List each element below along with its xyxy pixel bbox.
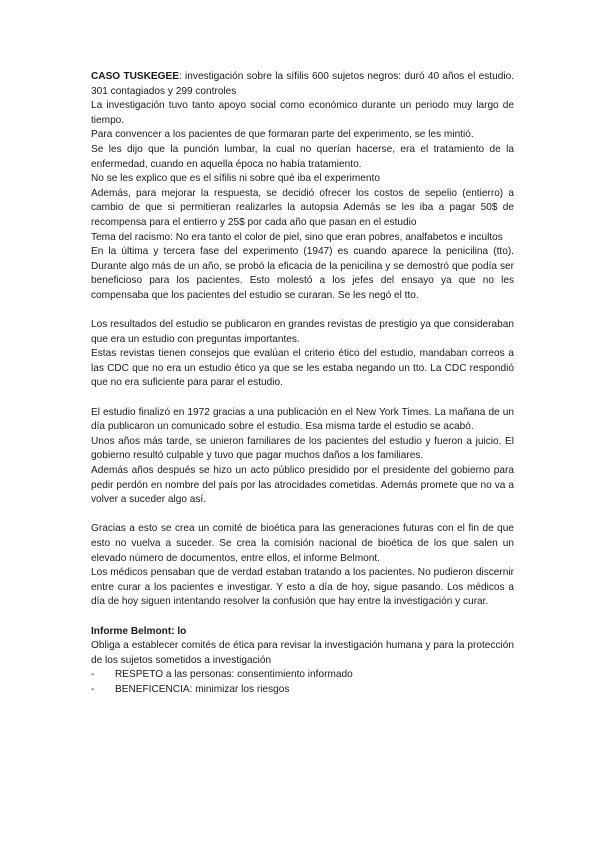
list-item-text: BENEFICENCIA: minimizar los riesgos (115, 683, 290, 695)
blank-line (91, 391, 514, 406)
belmont-paragraph: Obliga a establecer comités de ética para revisar la investigación humana y para la protección de los sujetos sometidos a investigación (91, 640, 514, 666)
list-item-text: RESPETO a las personas: consentimiento informado (115, 669, 353, 681)
document-page (91, 70, 514, 698)
paragraph: Gracias a esto se crea un comité de bioética para las generaciones futuras con el fin de que esto no vuelva a suceder. Se crea la comisión nacional de bioética de los que salen un elevado número de documentos, entre ellos, el informe Belmont. (91, 523, 514, 564)
paragraph: No se les explico que es el sífilis ni sobre qué iba el experimento (91, 173, 380, 185)
paragraph: Se les dijo que la punción lumbar, la cual no querían hacerse, era el tratamiento de la enfermedad, cuando en aquella época no había tratamiento. (91, 143, 514, 170)
belmont-heading: Informe Belmont: lo (91, 625, 187, 637)
paragraph: La investigación tuvo tanto apoyo social como económico durante un periodo muy largo de tiempo. (91, 100, 514, 126)
paragraph: Además años después se hizo un acto público presidido por el presidente del gobierno para pedir perdón en nombre del país por las atrocidades cometidas. Además promete que no va a volver a suceder algo así. (91, 465, 514, 506)
list-item (91, 668, 514, 683)
intro-text: : investigación sobre la sífilis 600 sujetos negros: duró 40 años el estudio. 301 contagiados y 299 controles (91, 71, 514, 97)
intro-paragraph (91, 70, 514, 99)
dash-bullet: - (91, 669, 95, 681)
paragraph: Los médicos pensaban que de verdad estaban tratando a los pacientes. No pudieron discernir entre curar a los pacientes e investigar. Y esto a día de hoy, sigue pasando. Los médicos a día de hoy siguen intentando resolver la confusión que hay entre la investigación y curar. (91, 567, 514, 608)
paragraph: Los resultados del estudio se publicaron en grandes revistas de prestigio ya que consideraban que era un estudio con preguntas importantes. (91, 319, 514, 345)
paragraph: Estas revistas tienen consejos que evalúan el criterio ético del estudio, mandaban correos a las CDC que no era un estudio ético ya que se les estaba negando un tto. La CDC respondió que no era suficiente para parar el estudio. (91, 348, 514, 389)
blank-line (91, 508, 514, 523)
paragraph: Unos años más tarde, se unieron familiares de los pacientes del estudio y fueron a juicio. El gobierno resultó culpable y tuvo que pagar muchos daños a los familiares. (91, 435, 514, 462)
paragraph: El estudio finalizó en 1972 gracias a una publicación en el New York Times. La mañana de un día publicaron un comunicado sobre el estudio. Esa misma tarde el estudio se acabó. (91, 406, 514, 433)
list-item (91, 683, 514, 698)
paragraph: Para convencer a los pacientes de que formaran parte del experimento, se les mintió. (91, 129, 474, 141)
blank-line (91, 304, 514, 319)
case-title: CASO TUSKEGEE (91, 71, 179, 82)
dash-bullet: - (91, 683, 95, 695)
blank-line (91, 610, 514, 625)
belmont-principles-list (91, 668, 514, 697)
paragraph: Además, para mejorar la respuesta, se decidió ofrecer los costos de sepelio (entierro) a cambio de que si permitieran realizarles la autopsia Además se les iba a pagar 50$ de recompensa para el entierro y 25$ por cada año que pasan en el estudio (91, 187, 514, 228)
paragraph: Tema del racismo: No era tanto el color de piel, sino que eran pobres, analfabetos e incultos (91, 231, 503, 243)
paragraph: En la última y tercera fase del experimento (1947) es cuando aparece la penicilina (tto). Durante algo más de un año, se probó la eficacia de la penicilina y se demostró que podía ser beneficioso para los pacientes. Esto molestó a los jefes del ensayo ya que no les compensaba que los pacientes del estudio se curaran. Se les negó el tto. (91, 246, 514, 301)
